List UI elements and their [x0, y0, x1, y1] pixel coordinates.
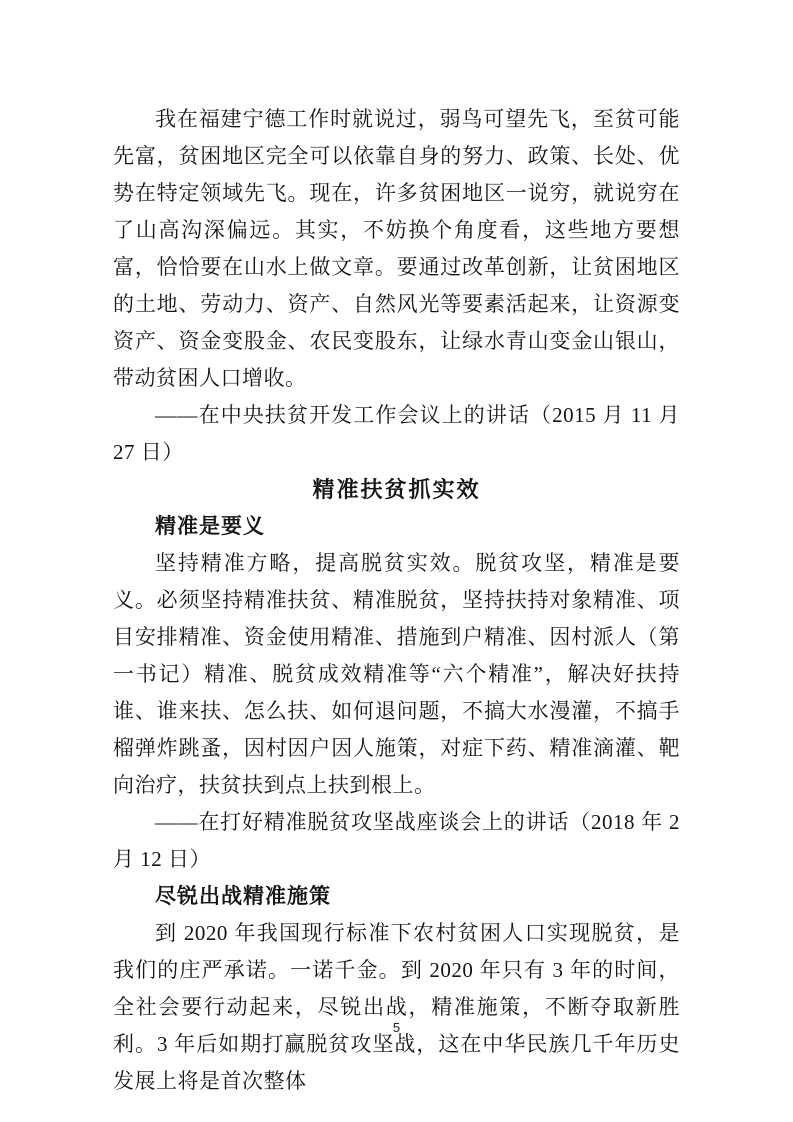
paragraph-quote-3: 到 2020 年我国现行标准下农村贫困人口实现脱贫，是我们的庄严承诺。一诺千金。到 2020 年只有 3 年的时间，全社会要行动起来，尽锐出战，精准施策，不断夺取新胜利。3 年后如期打赢脱贫攻坚战，这在中华民族几千年历史发展上将是首次整体: [113, 921, 680, 1093]
page-content: [113, 101, 680, 1100]
subheading-precision-is-essence: 精准是要义: [155, 514, 265, 538]
subheading-full-force-precise-policy: 尽锐出战精准施策: [155, 884, 331, 908]
attribution-quote-2: ——在打好精准脱贫攻坚战座谈会上的讲话（2018 年 2 月 12 日）: [113, 810, 680, 871]
section-title: 精准扶贫抓实效: [312, 477, 481, 502]
page-number: 5: [392, 1020, 401, 1035]
attribution-quote-1: ——在中央扶贫开发工作会议上的讲话（2015 月 11 月 27 日）: [113, 403, 680, 464]
paragraph-quote-1: 我在福建宁德工作时就说过，弱鸟可望先飞，至贫可能先富，贫困地区完全可以依靠自身的努力、政策、长处、优势在特定领域先飞。现在，许多贫困地区一说穷，就说穷在了山高沟深偏远。其实，不妨换个角度看，这些地方要想富，恰恰要在山水上做文章。要通过改革创新，让贫困地区的土地、劳动力、资产、自然风光等要素活起来，让资源变资产、资金变股金、农民变股东，让绿水青山变金山银山，带动贫困人口增收。: [113, 107, 680, 390]
paragraph-quote-2: 坚持精准方略，提高脱贫实效。脱贫攻坚，精准是要义。必须坚持精准扶贫、精准脱贫，坚持扶持对象精准、项目安排精准、资金使用精准、措施到户精准、因村派人（第一书记）精准、脱贫成效精准等“六个精准”，解决好扶持谁、谁来扶、怎么扶、如何退问题，不搞大水漫灌，不搞手榴弹炸跳蚤，因村因户因人施策，对症下药、精准滴灌、靶向治疗，扶贫扶到点上扶到根上。: [113, 551, 680, 797]
